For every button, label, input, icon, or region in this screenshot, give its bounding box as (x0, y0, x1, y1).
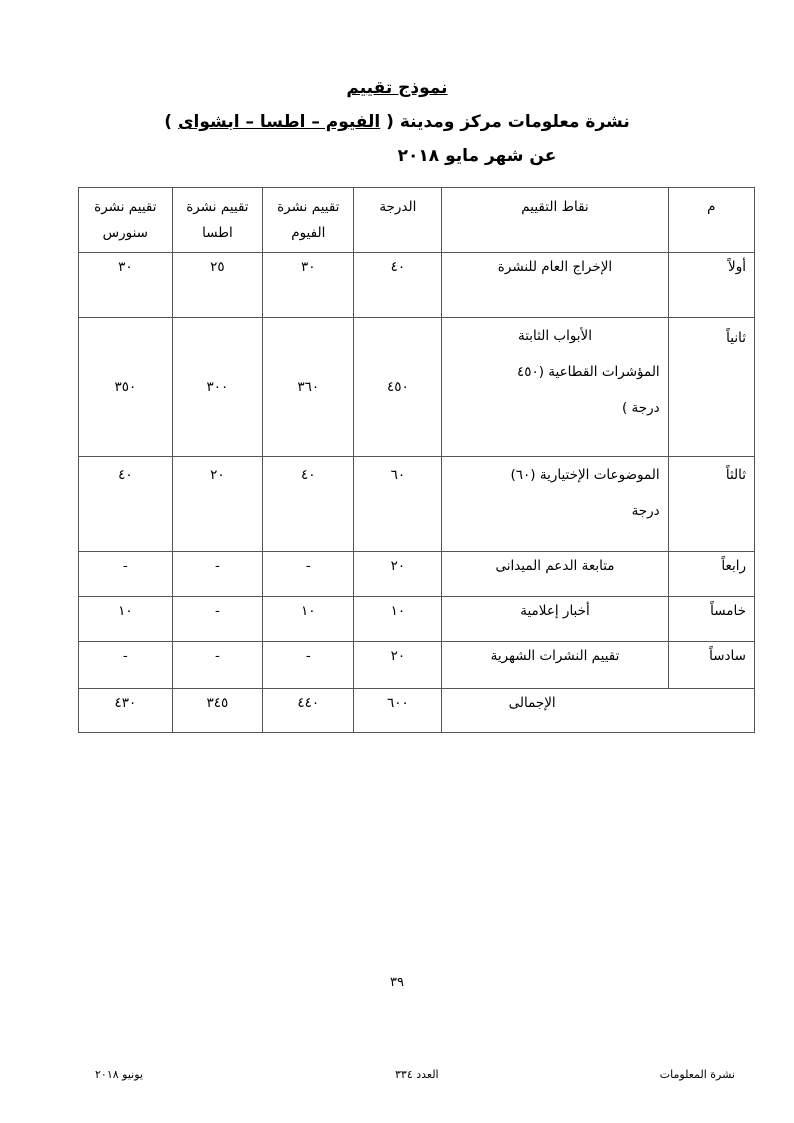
row-sinnuris: ٣٠ (79, 253, 173, 318)
row-index: سادساً (668, 642, 754, 689)
header-index: م (668, 188, 754, 253)
row-points: الإخراج العام للنشرة (442, 253, 668, 318)
row-fayoum: - (263, 642, 354, 689)
cities-names: الفيوم – اطسا – ابشواى (177, 112, 381, 132)
row-degree: ٦٠ (354, 457, 442, 552)
row-fayoum: ١٠ (263, 597, 354, 642)
row-index: رابعاً (668, 552, 754, 597)
header-fayoum: تقييم نشرة الفيوم (263, 188, 354, 253)
row-points: متابعة الدعم الميدانى (442, 552, 668, 597)
row-degree: ٤٥٠ (354, 318, 442, 457)
form-title: نموذج تقييم (346, 78, 448, 98)
table-row (79, 318, 755, 457)
table-row (79, 253, 755, 318)
footer-publication: نشرة المعلومات (659, 1068, 735, 1081)
row-degree: ٢٠ (354, 642, 442, 689)
row-sinnuris: ١٠ (79, 597, 173, 642)
table-row (79, 597, 755, 642)
row-index: أولاً (668, 253, 754, 318)
page-number: ٣٩ (390, 975, 404, 990)
row-index: خامساً (668, 597, 754, 642)
bulletin-title: نشرة معلومات مركز ومدينة ( الفيوم – اطسا – ابشواى ) (164, 112, 630, 132)
total-degree: ٦٠٠ (354, 689, 442, 733)
row-degree: ٤٠ (354, 253, 442, 318)
row-points: الموضوعات الإختيارية (٦٠) درجة (442, 457, 668, 552)
row-index: ثالثاً (668, 457, 754, 552)
footer-date: يونيو ٢٠١٨ (95, 1068, 143, 1081)
header-evaluation-points: نقاط التقييم (442, 188, 668, 253)
row-atsa: - (172, 597, 263, 642)
table-row (79, 457, 755, 552)
row-fayoum: ٤٠ (263, 457, 354, 552)
row-atsa: ٣٠٠ (172, 318, 263, 457)
row-sinnuris: - (79, 642, 173, 689)
row-points: تقييم النشرات الشهرية (442, 642, 668, 689)
row-atsa: ٢٠ (172, 457, 263, 552)
total-label: الإجمالى (442, 689, 755, 733)
table-total-row (79, 689, 755, 733)
row-atsa: - (172, 552, 263, 597)
row-fayoum: ٣٠ (263, 253, 354, 318)
evaluation-table (78, 187, 755, 733)
table-row (79, 642, 755, 689)
row-sinnuris: ٤٠ (79, 457, 173, 552)
page-footer (95, 1068, 735, 1086)
total-atsa: ٣٤٥ (172, 689, 263, 733)
total-fayoum: ٤٤٠ (263, 689, 354, 733)
row-points: أخبار إعلامية (442, 597, 668, 642)
row-fayoum: - (263, 552, 354, 597)
row-sinnuris: - (79, 552, 173, 597)
row-sinnuris: ٣٥٠ (79, 318, 173, 457)
row-fayoum: ٣٦٠ (263, 318, 354, 457)
header-sinnuris: تقييم نشرة سنورس (79, 188, 173, 253)
table-header-row (79, 188, 755, 253)
header-atsa: تقييم نشرة اطسا (172, 188, 263, 253)
header-degree: الدرجة (354, 188, 442, 253)
footer-issue: العدد ٣٣٤ (395, 1068, 439, 1081)
row-degree: ٢٠ (354, 552, 442, 597)
row-atsa: - (172, 642, 263, 689)
row-atsa: ٢٥ (172, 253, 263, 318)
row-points: الأبواب الثابتة المؤشرات القطاعية (٤٥٠ درجة ) (442, 318, 668, 457)
row-degree: ١٠ (354, 597, 442, 642)
month-title: عن شهر مايو ٢٠١٨ (397, 146, 557, 166)
row-index: ثانياً (668, 318, 754, 457)
total-sinnuris: ٤٣٠ (79, 689, 173, 733)
table-row (79, 552, 755, 597)
